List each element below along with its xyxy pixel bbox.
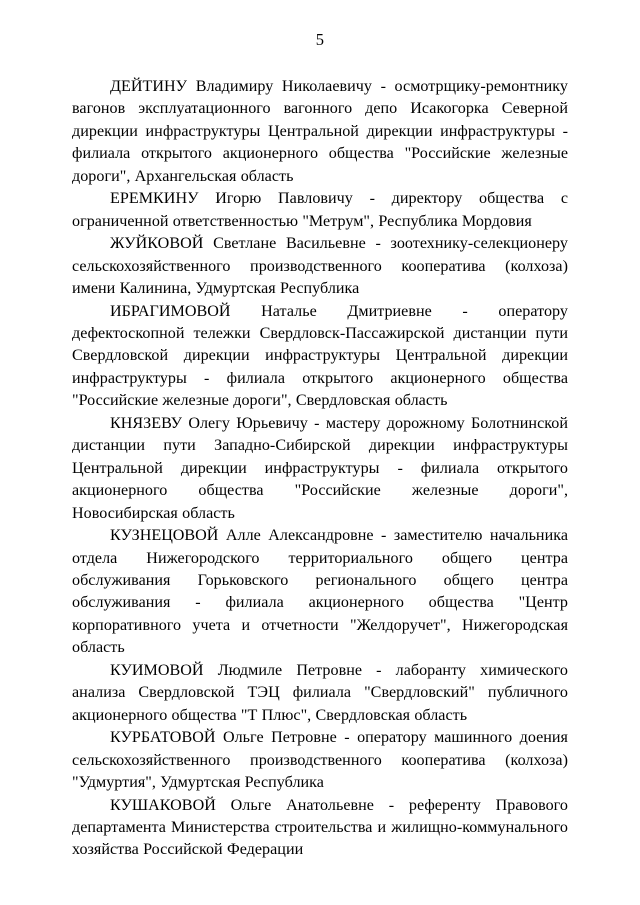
paragraph: ЖУЙКОВОЙ Светлане Васильевне - зоотехнику-селекционеру сельскохозяйственного производственного кооператива (колхоза) имени Калинина, Удмуртская Республика [72, 235, 568, 298]
paragraph: ДЕЙТИНУ Владимиру Николаевичу - осмотрщику-ремонтнику вагонов эксплуатационного вагонного депо Исакогорка Северной дирекции инфраструктуры Центральной дирекции инфраструктуры - филиала открытого акционерного общества "Российские железные дороги", Архангельская область [72, 78, 568, 185]
page-number: 5 [315, 30, 325, 49]
paragraph: КНЯЗЕВУ Олегу Юрьевичу - мастеру дорожному Болотнинской дистанции пути Западно-Сибирской дирекции инфраструктуры Центральной дирекции инфраструктуры - филиала открытого акционерного общества "Российские железные дороги", Новосибирская область [72, 414, 568, 522]
paragraph: КУЗНЕЦОВОЙ Алле Александровне - заместителю начальника отдела Нижегородского территориального общего центра обслуживания Горьковского регионального общего центра обслуживания - филиала акционерного общества "Центр корпоративного учета и отчетности "Желдоручет", Нижегородская область [72, 527, 568, 657]
paragraph: КУИМОВОЙ Людмиле Петровне - лаборанту химического анализа Свердловской ТЭЦ филиала "Свердловский" публичного акционерного общества "Т Плюс", Свердловская область [72, 661, 568, 724]
paragraph: ЕРЕМКИНУ Игорю Павловичу - директору общества с ограниченной ответственностью "Метрум", Республика Мордовия [72, 190, 568, 230]
paragraph: КУШАКОВОЙ Ольге Анатольевне - референту Правового департамента Министерства строительства и жилищно-коммунального хозяйства Российской Федерации [72, 796, 568, 859]
paragraph: ИБРАГИМОВОЙ Наталье Дмитриевне - оператору дефектоскопной тележки Свердловск-Пассажирской дистанции пути Свердловской дирекции инфраструктуры Центральной дирекции инфраструктуры - филиала открытого акционерного общества "Российские железные дороги", Свердловская область [72, 302, 568, 410]
document-body [72, 76, 568, 862]
paragraph: КУРБАТОВОЙ Ольге Петровне - оператору машинного доения сельскохозяйственного производственного кооператива (колхоза) "Удмуртия", Удмуртская Республика [72, 729, 568, 792]
